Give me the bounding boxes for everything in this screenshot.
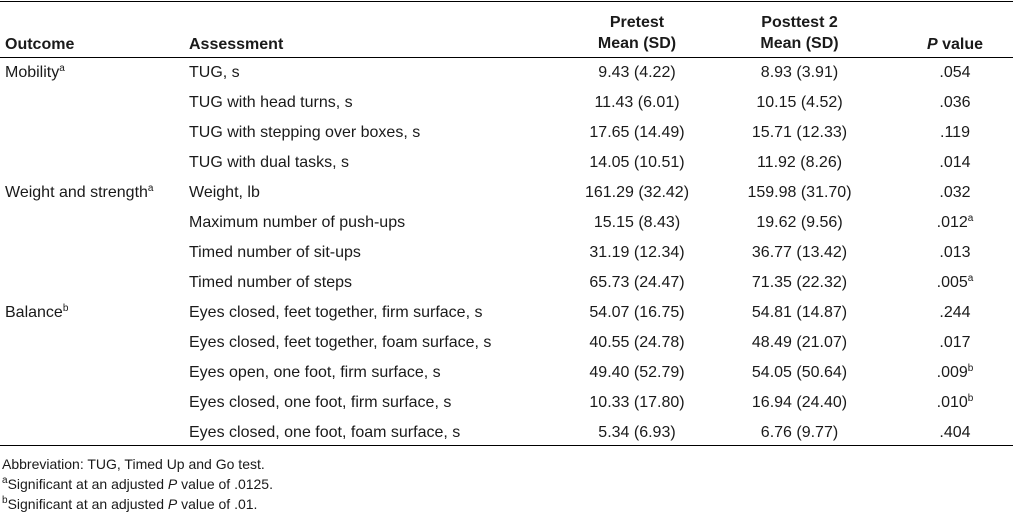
note-a-marker: a xyxy=(2,475,8,486)
pretest-cell: 31.19 (12.34) xyxy=(589,244,685,261)
outcome-footnote-marker: b xyxy=(62,303,69,314)
p-value: .054 xyxy=(939,64,971,81)
table-bottom-rule xyxy=(0,445,1013,446)
note-b-italic: P xyxy=(167,496,178,512)
p-value: .012 xyxy=(936,214,968,231)
header-p-rest: value xyxy=(937,36,984,53)
assessment-cell: Eyes closed, feet together, foam surface, s xyxy=(189,334,492,351)
assessment-cell: Weight, lb xyxy=(189,184,260,201)
header-assessment: Assessment xyxy=(189,36,284,53)
outcome-label: Weight and strength xyxy=(5,184,148,201)
note-b xyxy=(2,495,257,514)
pretest-cell: 161.29 (32.42) xyxy=(584,184,690,201)
note-a xyxy=(2,475,273,494)
p-footnote-marker: b xyxy=(967,393,974,404)
pretest-cell: 54.07 (16.75) xyxy=(589,304,685,321)
p-value: .005 xyxy=(936,274,968,291)
p-value-cell xyxy=(900,388,1010,418)
outcome-footnote-marker: a xyxy=(59,63,65,74)
pretest-cell: 11.43 (6.01) xyxy=(594,94,680,111)
note-abbreviation: Abbreviation: TUG, Timed Up and Go test. xyxy=(2,456,265,472)
outcome-label: Balance xyxy=(5,304,63,321)
p-value: .036 xyxy=(939,94,971,111)
posttest-cell: 15.71 (12.33) xyxy=(751,124,848,141)
table-row xyxy=(0,208,1013,238)
p-value: .009 xyxy=(936,364,968,381)
table-row xyxy=(0,328,1013,358)
p-value-cell xyxy=(900,208,1010,238)
assessment-cell: TUG, s xyxy=(189,64,240,81)
p-footnote-marker: a xyxy=(967,213,974,224)
pretest-cell: 9.43 (4.22) xyxy=(598,64,676,81)
p-value-cell xyxy=(900,238,1010,268)
p-value-cell xyxy=(900,118,1010,148)
p-value: .404 xyxy=(939,424,971,441)
posttest-cell: 159.98 (31.70) xyxy=(747,184,852,201)
p-value-cell xyxy=(900,358,1010,388)
outcome-label: Mobility xyxy=(5,64,60,81)
note-a-pre: Significant at an adjusted xyxy=(7,476,168,492)
table-row xyxy=(0,388,1013,418)
pretest-cell: 10.33 (17.80) xyxy=(589,394,685,411)
p-value-cell xyxy=(900,418,1010,448)
p-value-cell xyxy=(900,88,1010,118)
p-value: .119 xyxy=(940,124,970,141)
posttest-cell: 6.76 (9.77) xyxy=(760,424,839,441)
posttest-cell: 54.81 (14.87) xyxy=(751,304,848,321)
note-a-italic: P xyxy=(167,476,178,492)
table-row xyxy=(0,418,1013,448)
table-row xyxy=(0,298,1013,328)
assessment-cell: Timed number of steps xyxy=(189,274,353,291)
table-row xyxy=(0,178,1013,208)
p-value-cell xyxy=(900,328,1010,358)
header-posttest-line2: Mean (SD) xyxy=(760,35,839,52)
pretest-cell: 17.65 (14.49) xyxy=(589,124,685,141)
posttest-cell: 48.49 (21.07) xyxy=(751,334,848,351)
p-footnote-marker: a xyxy=(967,273,974,284)
header-pretest-line1: Pretest xyxy=(609,14,665,31)
posttest-cell: 36.77 (13.42) xyxy=(751,244,848,261)
note-b-post: value of .01. xyxy=(177,496,258,512)
posttest-cell: 8.93 (3.91) xyxy=(760,64,839,81)
pretest-cell: 65.73 (24.47) xyxy=(589,274,685,291)
p-footnote-marker: b xyxy=(967,363,974,374)
outcome-footnote-marker: a xyxy=(147,183,154,194)
pretest-cell: 40.55 (24.78) xyxy=(589,334,685,351)
table-row xyxy=(0,238,1013,268)
note-a-post: value of .0125. xyxy=(177,476,273,492)
header-pretest xyxy=(570,12,704,54)
pretest-cell: 5.34 (6.93) xyxy=(598,424,676,441)
p-value: .014 xyxy=(939,154,971,171)
assessment-cell: Timed number of sit-ups xyxy=(189,244,361,261)
p-value: .032 xyxy=(939,184,971,201)
table-row xyxy=(0,118,1013,148)
p-value-cell xyxy=(900,298,1010,328)
posttest-cell: 11.92 (8.26) xyxy=(756,154,843,171)
p-value-cell xyxy=(900,148,1010,178)
posttest-cell: 16.94 (24.40) xyxy=(751,394,848,411)
pretest-cell: 15.15 (8.43) xyxy=(593,214,681,231)
posttest-cell: 71.35 (22.32) xyxy=(751,274,848,291)
pretest-cell: 49.40 (52.79) xyxy=(589,364,685,381)
p-value: .013 xyxy=(939,244,971,261)
assessment-cell: Maximum number of push-ups xyxy=(189,214,406,231)
header-pretest-line2: Mean (SD) xyxy=(597,35,677,52)
table-top-rule xyxy=(0,1,1013,2)
outcome-cell xyxy=(5,58,65,88)
assessment-cell: Eyes closed, one foot, foam surface, s xyxy=(189,424,461,441)
header-p-value xyxy=(900,34,1010,55)
assessment-cell: Eyes open, one foot, firm surface, s xyxy=(189,364,441,381)
table-row xyxy=(0,148,1013,178)
assessment-cell: TUG with head turns, s xyxy=(189,94,353,111)
p-value-cell xyxy=(900,178,1010,208)
posttest-cell: 10.15 (4.52) xyxy=(756,94,843,111)
note-b-marker: b xyxy=(2,495,8,506)
p-value-cell xyxy=(900,58,1010,88)
header-posttest-line1: Posttest 2 xyxy=(761,14,838,31)
p-value: .244 xyxy=(939,304,971,321)
table-row xyxy=(0,88,1013,118)
posttest-cell: 19.62 (9.56) xyxy=(756,214,843,231)
outcome-cell xyxy=(5,178,153,208)
assessment-cell: TUG with dual tasks, s xyxy=(189,154,350,171)
assessment-cell: Eyes closed, feet together, firm surface, s xyxy=(189,304,483,321)
p-value: .010 xyxy=(936,394,968,411)
header-outcome: Outcome xyxy=(5,36,75,53)
header-p-italic: P xyxy=(926,36,938,53)
p-value: .017 xyxy=(939,334,971,351)
posttest-cell: 54.05 (50.64) xyxy=(751,364,848,381)
table-row xyxy=(0,358,1013,388)
note-b-pre: Significant at an adjusted xyxy=(7,496,168,512)
p-value-cell xyxy=(900,268,1010,298)
header-posttest xyxy=(730,12,869,54)
assessment-cell: TUG with stepping over boxes, s xyxy=(189,124,421,141)
assessment-cell: Eyes closed, one foot, firm surface, s xyxy=(189,394,452,411)
pretest-cell: 14.05 (10.51) xyxy=(589,154,685,171)
table-row xyxy=(0,268,1013,298)
outcome-cell xyxy=(5,298,68,328)
table-row xyxy=(0,58,1013,88)
